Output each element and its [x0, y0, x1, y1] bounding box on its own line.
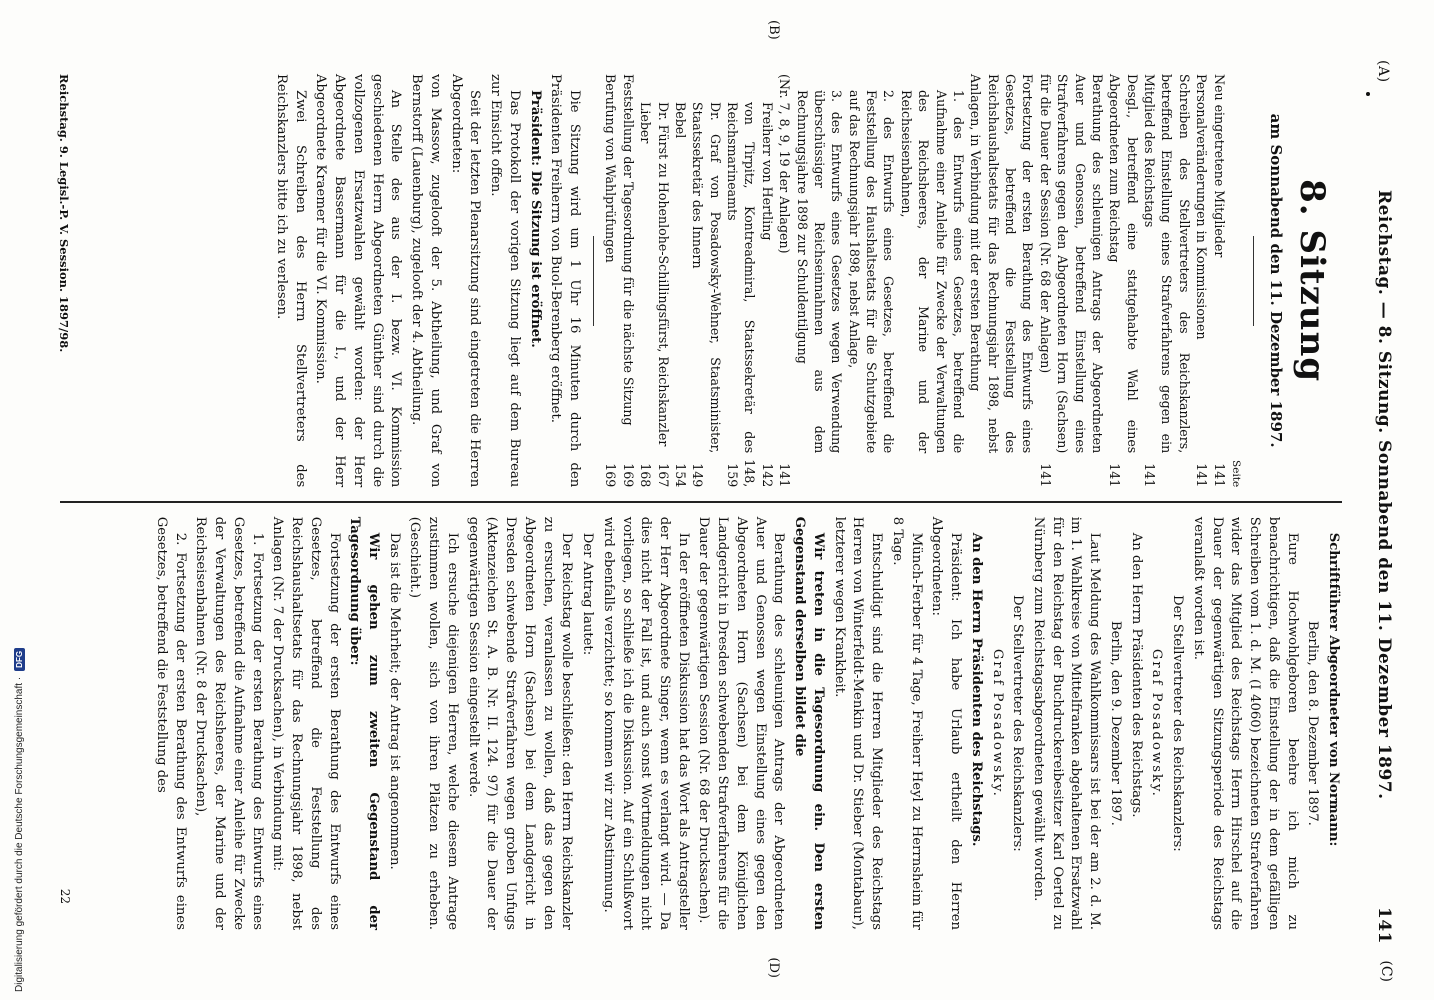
margin-marker-a: (A)	[1375, 60, 1391, 83]
session-title: 8. Sitzung	[1292, 179, 1332, 383]
toc-entry-text: Dr. Graf von Posadowsky-Wehner, Staatsminister, Staatssekretär des Innern	[690, 102, 723, 454]
body-paragraph: Präsident: Ich habe Urlaub ertheilt den Herren Abgeordneten:	[929, 516, 964, 930]
toc-entry-text: 1. des Entwurfs eines Gesetzes, betreffend die Aufnahme einer Anleihe für Zwecke der Verwaltungen des Reichsheeres, der Marine und der Reichseisenbahnen,	[898, 90, 966, 454]
body-paragraph: In der eröffneten Diskussion hat das Wort als Antragsteller der Herr Abgeordnete Singer, wenn es verlangt wird. — Da dies nicht der Fall ist, und auch sonst Wortmeldungen nicht vorliegen, so schließe ich die Diskussion. Auf ein Schlußwort wird ebenfalls verzichtet; so kommen wir zur Abstimmung.	[600, 516, 691, 930]
toc-entry-page: 169	[620, 463, 636, 488]
opening-paragraph: Die Sitzung wird um 1 Uhr 16 Minuten durch den Präsidenten Freiherrn von Buol-Berenberg eröffnet.	[548, 74, 583, 488]
body-paragraph: Wir gehen zum zweiten Gegenstand der Tagesordnung über:	[347, 516, 382, 930]
toc-entry	[776, 74, 793, 487]
toc-entry	[758, 74, 775, 487]
footer-session-info: Reichstag. 9. Legisl.-P. V. Session. 1897/98.	[57, 74, 72, 353]
digitization-credit	[2, 600, 25, 992]
toc-entry	[1210, 74, 1227, 487]
toc-divider	[593, 236, 594, 326]
body-paragraph: Berathung des schleunigen Antrags der Abgeordneten Auer und Genossen wegen Einstellung eines gegen den Abgeordneten Horn (Sachsen) bei dem Königlichen Landgericht in Dresden schwebenden Strafverfahrens für die Dauer der gegenwärtigen Session (Nr. 68 der Drucksachen).	[696, 516, 787, 930]
body-paragraph: Entschuldigt sind die Herren Mitglieder des Reichstags Herren von Winterfeldt-Menkin und Dr. Stieber (Montabaur), letzterer wegen Krankheit.	[831, 516, 885, 930]
toc-entry-page: 142	[759, 463, 775, 488]
margin-marker-c: (C)	[1378, 960, 1394, 982]
body-paragraph: Ich ersuche diejenigen Herren, welche diesem Antrage zustimmen wollen, sich von ihren Plätzen zu erheben. (Geschieht.)	[407, 516, 460, 930]
body-paragraph: Laut Meldung des Wahlkommissars ist bei der am 2. d. M. im 1. Wahlkreise von Mittelfranken abgehaltenen Ersatzwahl für den Reichstag der Buchdruckereibesitzer Karl Oertel zu Nürnberg zum Reichstagsabgeordneten gewählt worden.	[1030, 516, 1103, 930]
body-paragraph: Berlin, den 9. Dezember 1897.	[1107, 620, 1123, 826]
opening-text	[271, 74, 583, 487]
right-column	[58, 503, 1342, 978]
toc-entry-text: Freiherr von Hertling	[759, 102, 775, 241]
toc-entry	[689, 74, 724, 487]
body-paragraph: Schriftführer Abgeordneter von Normann:	[1326, 532, 1341, 847]
running-header	[1364, 60, 1394, 944]
right-column-text	[151, 517, 1342, 930]
opening-paragraph: Das Protokoll der vorigen Sitzung liegt auf dem Bureau zur Einsicht offen.	[488, 74, 522, 488]
bullet-dot	[1366, 92, 1370, 96]
sheet-number: 22	[58, 888, 73, 904]
toc-entry-page: 141	[1211, 463, 1227, 488]
toc-entry	[672, 74, 689, 487]
dfg-logo: DFG	[14, 648, 25, 671]
opening-paragraph: An Stelle des aus der I. bezw. VI. Kommission geschiedenen Herrn Abgeordneten Günther sind durch die vollzogenen Ersatzwahlen gewählt worden: der Herr Abgeordnete Bassermann für die I., und der Herr Abgeordnete Kraemer für die VI. Kommission.	[313, 74, 404, 488]
margin-marker-d: (D)	[766, 957, 781, 978]
body-paragraph: Der Stellvertreter des Reichskanzlers:	[1010, 595, 1026, 852]
body-paragraph: 2. Fortsetzung der ersten Berathung des Entwurfs eines Gesetzes, betreffend die Feststellung des	[153, 516, 188, 930]
toc-entry-text: Feststellung der Tagesordnung für die nächste Sitzung	[620, 74, 636, 426]
toc-entry-page: 141	[1107, 463, 1123, 488]
toc-entry	[654, 74, 671, 487]
toc-entry-page: 154	[672, 463, 688, 488]
toc-entry-text: Schreiben des Stellvertreters des Reichskanzlers, betreffend Einstellung eines Strafverfahrens gegen ein Mitglied des Reichstags	[1142, 74, 1192, 454]
toc-entry	[793, 74, 845, 487]
body-paragraph: Fortsetzung der ersten Berathung des Entwurfs eines Gesetzes, betreffend die Feststellung des Reichshaushaltsetats für das Rechnungsjahr 1898, nebst Anlagen (Nr. 7 der Drucksachen), in Verbindung mit:	[270, 516, 342, 930]
opening-paragraph: Seit der letzten Plenarsitzung sind eingetreten die Herren Abgeordneten:	[448, 74, 483, 488]
title-divider	[1253, 236, 1254, 326]
toc-entry-text: Desgl., betreffend eine stattgehabte Wahl eines Abgeordneten zum Reichstag	[1107, 74, 1140, 454]
toc-entry-text: Berufung von Wahlprüfungen	[603, 74, 619, 263]
toc-entry-text: Personalveränderungen in Kommissionen	[1194, 74, 1210, 340]
toc-entry	[845, 74, 897, 487]
toc-entry-text: Neu eingetretene Mitglieder	[1211, 74, 1227, 258]
body-paragraph: Münch-Ferber für 4 Tage, Freiherr Heyl zu Herrnsheim für 8 Tage.	[889, 516, 924, 930]
body-paragraph: Eure Hochwohlgeboren beehre ich mich zu benachrichtigen, daß die Einstellung der in dem gefälligen Schreiben vom 1. d. M. (I 4060) bezeichneten Strafverfahren wider das Mitglied des Reichstags Herrn Hirschel auf die Dauer der gegenwärtigen Sitzungsperiode des Reichstags veranlaßt worden ist.	[1190, 516, 1300, 930]
header-title: Reichstag. — 8. Sitzung. Sonnabend den 11. Dezember 1897.	[1374, 189, 1394, 800]
toc-entry-text: Lieber	[638, 102, 654, 144]
toc-entry-text: 3. des Entwurfs eines Gesetzes wegen Verwendung überschüssiger Reichseinnahmen aus dem Rechnungsjahre 1898 zur Schuldentilgung	[794, 90, 845, 454]
body-paragraph: Der Antrag lautet:	[580, 532, 596, 656]
toc-entry-page: 148, 159	[725, 459, 758, 488]
toc-entry	[897, 74, 967, 487]
body-paragraph: 1. Fortsetzung der ersten Berathung des Entwurfs eines Gesetzes, betreffend die Aufnahme einer Anleihe für Zwecke der Verwaltungen des Reichsheeres, der Marine und der Reichseisenbahnen (Nr. 8 der Drucksachen),	[193, 516, 265, 930]
toc-entry-text: Bebel	[672, 102, 688, 139]
toc-entry-text: Berathung des schleunigen Antrags der Abgeordneten Auer und Genossen, betreffend Einstellung eines Strafverfahrens gegen den Abgeordneten Horn (Sachsen) für die Dauer der Session (Nr. 68 der Anlagen)	[1037, 74, 1105, 454]
body-paragraph: Das ist die Mehrheit; der Antrag ist angenommen.	[386, 532, 402, 870]
toc-entry-text: Dr. Fürst zu Hohenlohe-Schillingsfürst, Reichskanzler	[655, 102, 671, 447]
toc-entry-text: (Nr. 7, 8, 9, 19 der Anlagen)	[777, 74, 793, 254]
body-paragraph: Wir treten in die Tagesordnung ein. Den ersten Gegenstand derselben bildet die	[792, 516, 826, 930]
toc-entry-text: Fortsetzung der ersten Berathung des Entwurfs eines Gesetzes, betreffend die Feststellung des Reichshaushaltsetats für das Rechnungsjahr 1898, nebst Anlagen, in Verbindung mit der ersten Berathung	[968, 74, 1036, 454]
toc-entry	[1141, 74, 1193, 487]
toc-entry-page: 141	[777, 463, 793, 488]
opening-paragraph: Zwei Schreiben des Herrn Stellvertreters des Reichskanzlers bitte ich zu verlesen.	[274, 74, 308, 488]
toc-entry-page: 169	[603, 463, 619, 488]
credit-text: Digitalisierung gefördert durch die Deutsche Forschungsgemeinschaft ·	[14, 676, 25, 992]
toc-entry	[1036, 74, 1106, 487]
toc-entry	[724, 74, 759, 487]
toc-entry-page: 141	[1142, 463, 1158, 488]
body-paragraph: Graf Posadowsky.	[1149, 648, 1165, 798]
left-column	[57, 20, 1342, 501]
two-column-body	[57, 20, 1342, 978]
toc-entry	[1193, 74, 1210, 487]
toc-entry-page: 168	[638, 463, 654, 488]
toc-entry-text: 2. des Entwurfs eines Gesetzes, betreffend die Feststellung des Haushaltsetats für die Schutzgebiete auf das Rechnungsjahr 1898, nebst Anlage,	[846, 90, 897, 454]
toc-label: Seite	[1230, 460, 1243, 488]
toc-entry-page: 149	[690, 463, 706, 488]
table-of-contents	[602, 74, 1228, 487]
toc-entry	[1106, 74, 1141, 487]
body-paragraph: Berlin, den 8. Dezember 1897.	[1305, 620, 1321, 826]
body-paragraph: An den Herrn Präsidenten des Reichstags.	[1128, 532, 1144, 818]
body-paragraph: Graf Posadowsky.	[989, 648, 1005, 798]
toc-entry	[967, 74, 1037, 487]
toc-entry	[602, 74, 619, 487]
toc-entry	[637, 74, 654, 487]
body-paragraph: Der Stellvertreter des Reichskanzlers:	[1170, 595, 1186, 852]
margin-marker-b: (B)	[766, 20, 781, 40]
page-number: 141	[1374, 907, 1394, 944]
toc-entry	[619, 74, 636, 487]
session-date: am Sonnabend den 11. Dezember 1897.	[1266, 113, 1285, 448]
opening-paragraph: Präsident: Die Sitzung ist eröffnet.	[527, 90, 543, 348]
toc-entry-text: von Tirpitz, Kontreadmiral, Staatssekretär des Reichsmarineamts	[725, 102, 758, 454]
body-paragraph: An den Herrn Präsidenten des Reichstags.	[968, 532, 984, 847]
toc-entry-page: 141	[1037, 463, 1053, 488]
toc-entry-page: 141	[1194, 463, 1210, 488]
body-paragraph: Der Reichstag wolle beschließen: den Herrn Reichskanzler zu ersuchen, veranlassen zu wollen, daß das gegen den Abgeordneten Horn (Sachsen) bei dem Landgericht in Dresden schwebende Strafverfahren wegen groben Unfugs (Aktenzeichen St. A. B. Nr. II. 124. 97) für die Dauer der gegenwärtigen Session eingestellt werde.	[465, 516, 575, 930]
toc-entry-page: 167	[655, 463, 671, 488]
opening-paragraph: von Massow, zugelooft der 5. Abtheilung, und Graf von Bernstorff (Lauenburg), zugelooft der 4. Abtheilung.	[409, 74, 443, 488]
